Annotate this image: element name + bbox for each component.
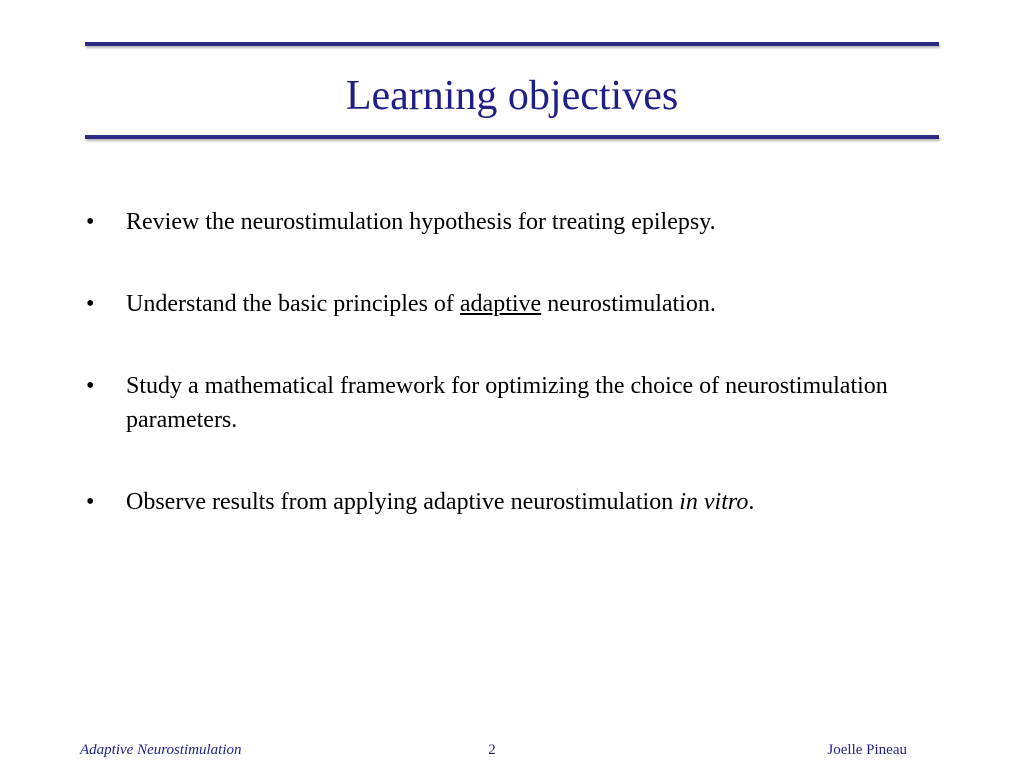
footer-author: Joelle Pineau <box>827 742 907 758</box>
title-underline-rule <box>85 135 939 139</box>
underlined-word: adaptive <box>459 291 542 317</box>
bullet-item-study <box>0 369 1024 437</box>
top-rule <box>85 42 939 46</box>
bullet-icon: • <box>86 209 95 235</box>
footer-course-title: Adaptive Neurostimulation <box>80 742 242 758</box>
slide-title: Learning objectives <box>345 73 679 119</box>
bullet-text-pre: Understand the basic principles of <box>126 291 460 317</box>
bullet-item-observe <box>0 485 1024 519</box>
bullet-icon: • <box>86 291 95 317</box>
bullet-text-pre: Observe results from applying adaptive neurostimulation <box>126 489 680 515</box>
bullet-item-understand <box>0 287 1024 321</box>
italic-phrase: in vitro <box>679 489 749 515</box>
bullet-item-review <box>0 205 1024 239</box>
bullet-text: Study a mathematical framework for optimizing the choice of neurostimulation parameters. <box>126 373 888 433</box>
bullet-text: Review the neurostimulation hypothesis for treating epilepsy. <box>126 209 716 235</box>
bullet-list <box>0 205 1024 519</box>
footer-page-number: 2 <box>488 742 496 758</box>
bullet-text-post: neurostimulation. <box>541 291 716 317</box>
bullet-text-post: . <box>748 489 755 515</box>
bullet-icon: • <box>86 489 95 515</box>
bullet-icon: • <box>86 373 95 399</box>
